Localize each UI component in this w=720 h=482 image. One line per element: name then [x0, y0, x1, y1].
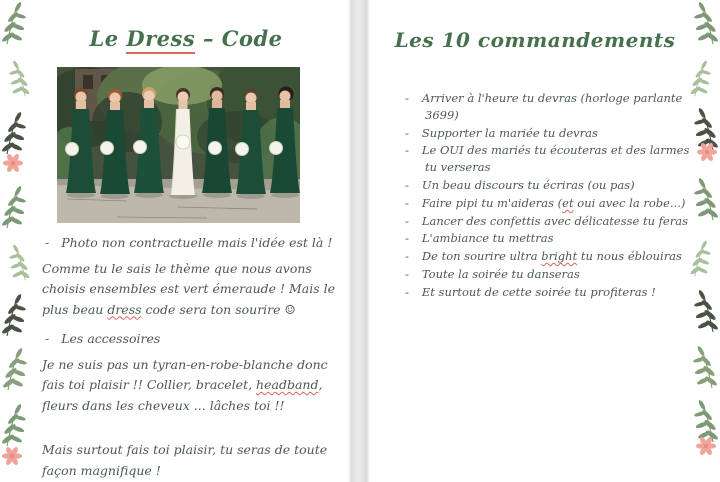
title-pre: Le: [89, 26, 127, 51]
commandment-text: Toute la soirée tu danseras: [421, 266, 580, 281]
commandment-item: [405, 266, 693, 283]
commandment-item: [405, 230, 693, 247]
accessories-text-post: , fleurs dans les cheveux ... lâches toi !!: [42, 377, 323, 413]
commandments-list: [405, 90, 693, 302]
commandment-marked-word: et: [562, 195, 574, 210]
commandment-text: Arriver à l'heure tu devras (horloge parlante 3699): [421, 91, 683, 122]
left-page-body: [42, 233, 344, 482]
accessories-paragraph: [42, 355, 344, 417]
bridal-party-photo: [57, 67, 300, 223]
commandment-text: L'ambiance tu mettras: [421, 231, 554, 246]
theme-text-pre: Comme tu le sais le thème que nous avons choisis ensembles est vert émeraude ! Mais le plus beau: [42, 260, 336, 317]
commandment-text: Un beau discours tu écriras (ou pas): [421, 177, 635, 192]
bridal-party-photo-image: [57, 67, 300, 223]
closing-paragraph: Mais surtout fais toi plaisir, tu seras de toute façon magnifique !: [42, 442, 328, 478]
theme-paragraph: [42, 259, 344, 321]
right-page-title: Les 10 commandements: [394, 28, 676, 52]
commandment-text: Supporter la mariée tu devras: [421, 125, 598, 140]
commandment-item: [405, 248, 693, 265]
commandment-text-post: tu nous éblouiras: [577, 249, 682, 264]
commandment-text-post: oui avec la robe...): [573, 195, 686, 210]
commandment-item: [405, 213, 693, 230]
commandment-text: Le OUI des mariés tu écouteras et des larmes tu verseras: [421, 143, 690, 175]
accessories-text-pre: Je ne suis pas un tyran-en-robe-blanche donc fais toi plaisir !! Collier, bracelet,: [42, 356, 328, 392]
theme-text-marked: dress: [107, 301, 142, 317]
photo-note-text: Photo non contractuelle mais l'idée est là !: [61, 235, 333, 250]
commandment-item: [405, 90, 693, 124]
title-post: – Code: [195, 26, 283, 51]
left-page-title: [40, 26, 332, 51]
accessories-text-marked: headband: [256, 377, 319, 392]
commandment-text: Et surtout de cette soirée tu profiteras !: [421, 284, 656, 299]
commandment-item: [405, 195, 693, 212]
theme-text-post: code sera ton sourire ☺: [141, 301, 296, 317]
commandment-text: De ton sourire ultra: [421, 249, 542, 264]
accessories-heading-line: [42, 329, 344, 350]
commandment-item: [405, 142, 693, 176]
accessories-heading-text: Les accessoires: [61, 331, 161, 346]
page-gutter: [348, 0, 370, 482]
title-marked-word: Dress: [126, 26, 195, 54]
photo-note-line: [42, 233, 344, 254]
floral-border-left-icon: [0, 0, 34, 482]
commandment-marked-word: bright: [541, 249, 578, 264]
commandment-text: Lancer des confettis avec délicatesse tu feras: [421, 213, 688, 228]
commandment-item: [405, 284, 693, 301]
commandment-text: Faire pipi tu m'aideras (: [421, 195, 563, 210]
commandment-item: [405, 177, 693, 194]
commandment-item: [405, 125, 693, 142]
